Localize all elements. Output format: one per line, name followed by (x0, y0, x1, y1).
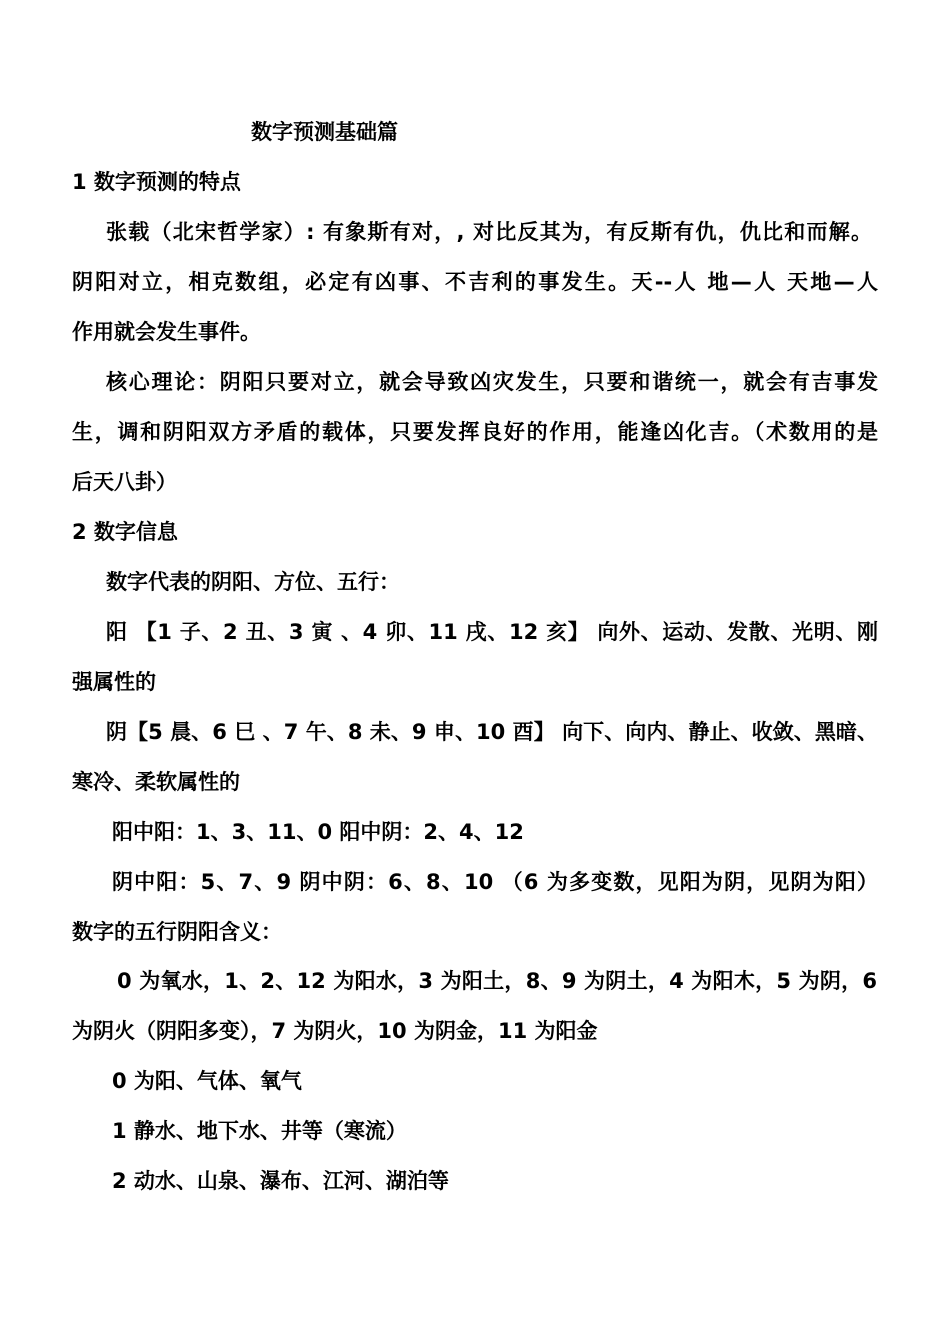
paragraph-line: 寒冷、柔软属性的 (72, 770, 240, 794)
paragraph-line: 后天八卦） (72, 470, 177, 494)
paragraph-line: 张载（北宋哲学家）: 有象斯有对，, 对比反其为，有反斯有仇，仇比和而解。 (106, 220, 872, 244)
paragraph-line: 为阴火（阴阳多变），7 为阴火，10 为阴金，11 为阳金 (72, 1019, 598, 1043)
paragraph-line: 数字代表的阴阳、方位、五行： (106, 570, 400, 594)
paragraph-line: 数字的五行阴阳含义： (72, 920, 282, 944)
paragraph-line: 1 静水、地下水、井等（寒流） (112, 1119, 407, 1143)
paragraph-line: 0 为阳、气体、氧气 (112, 1069, 302, 1093)
paragraph-line: 0 为氧水，1、2、12 为阳水，3 为阳土，8、9 为阴土，4 为阳木，5 为阴，6 (117, 969, 877, 993)
paragraph-line: 生，调和阴阳双方矛盾的载体，只要发挥良好的作用，能逢凶化吉。（术数用的是 (72, 420, 878, 444)
paragraph-line: 阳 【1 子、2 丑、3 寅 、4 卯、11 戌、12 亥】 向外、运动、发散、光明、刚 (106, 620, 878, 644)
section-heading: 2 数字信息 (72, 520, 178, 544)
paragraph-line: 核心理论：阴阳只要对立，就会导致凶灾发生，只要和谐统一，就会有吉事发 (106, 370, 878, 394)
paragraph-line: 阴【5 晨、6 巳 、7 午、8 未、9 申、10 酉】 向下、向内、静止、收敛、黑暗、 (106, 720, 878, 744)
paragraph-line: 作用就会发生事件。 (72, 320, 261, 344)
paragraph-line: 阴中阳：5、7、9 阴中阴：6、8、10 （6 为多变数，见阳为阴，见阴为阳） (112, 870, 878, 894)
paragraph-line: 2 动水、山泉、瀑布、江河、湖泊等 (112, 1169, 449, 1193)
document-title: 数字预测基础篇 (251, 120, 398, 144)
section-heading: 1 数字预测的特点 (72, 170, 241, 194)
paragraph-line: 强属性的 (72, 670, 156, 694)
paragraph-line: 阴阳对立，相克数组，必定有凶事、不吉利的事发生。天--人 地—人 天地—人 (72, 270, 878, 294)
paragraph-line: 阳中阳：1、3、11、0 阳中阴：2、4、12 (112, 820, 524, 844)
